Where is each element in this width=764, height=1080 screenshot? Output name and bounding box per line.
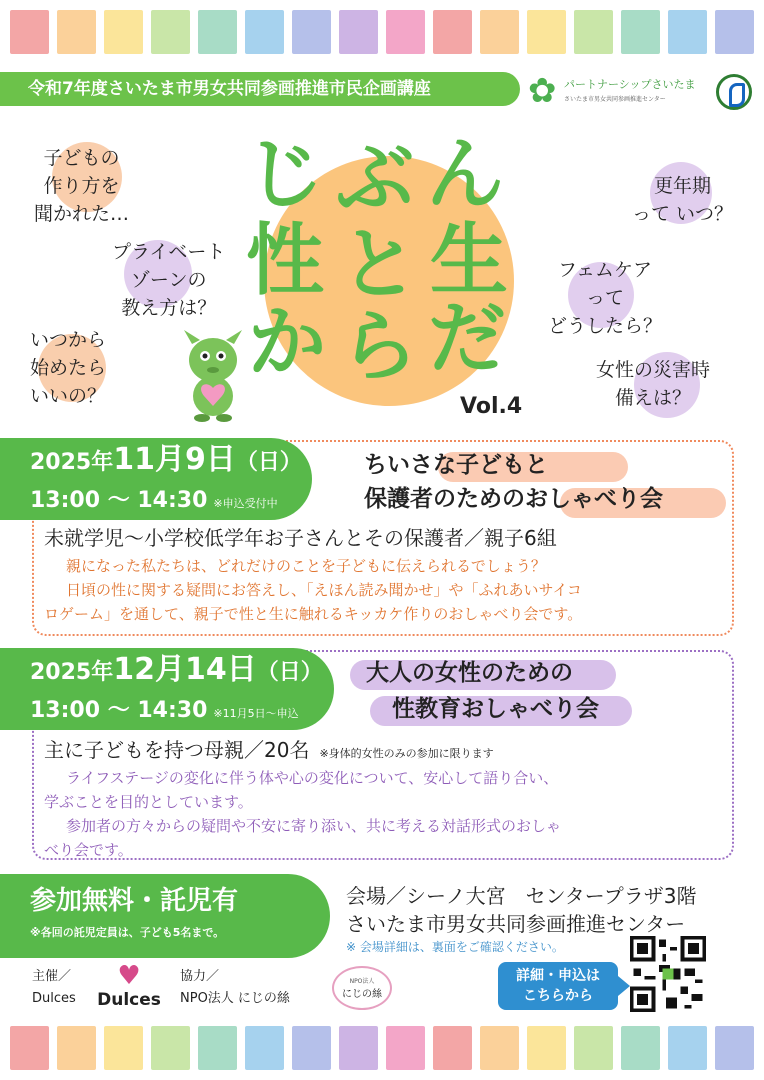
stripe <box>339 10 378 54</box>
stripe <box>527 1026 566 1070</box>
title-char: 性 <box>246 216 325 306</box>
event-1-year: 2025年 <box>30 450 114 475</box>
title-char: ん <box>426 130 505 220</box>
stripe <box>668 1026 707 1070</box>
title-char: 生 <box>430 216 509 306</box>
stripe <box>668 10 707 54</box>
organizer-label: 主催／ <box>32 969 72 984</box>
center-logo-icon <box>716 74 752 110</box>
apply-details-button[interactable] <box>498 962 618 1010</box>
stripe <box>245 1026 284 1070</box>
event-1-date-band <box>0 438 312 520</box>
event-1-target: 未就学児〜小学校低学年お子さんとその保護者／親子6組 <box>44 526 557 550</box>
question-5: フェムケア って どうしたら？ <box>548 259 663 337</box>
apply-line-1: 詳細・申込は <box>516 968 600 984</box>
question-3: いつから 始めたら いいの？ <box>30 329 107 407</box>
heart-icon: ♥ <box>117 961 141 991</box>
organizer-block <box>32 966 76 1010</box>
cooperation-block <box>180 966 290 1010</box>
title-char: か <box>248 298 327 388</box>
venue-note: ※ 会場詳細は、裏面をご確認ください。 <box>346 940 564 954</box>
organizer-name: Dulces <box>32 991 76 1006</box>
dulces-logo-text: Dulces <box>97 990 161 1010</box>
stripe <box>386 10 425 54</box>
stripe <box>292 10 331 54</box>
stripe <box>104 10 143 54</box>
event-1-description: 親になった私たちは、どれだけのことを子どもに伝えられるでしょう？ 日頃の性に関する疑問にお答えし、「えほん読み聞かせ」や「ふれあいサイコ ロゲーム」を通して、親子で性と生に触れるキッカケ作りのおしゃべり会です。 <box>44 557 583 623</box>
niji-logo-text: にじの絲 <box>342 989 382 1000</box>
event-2-date: 12月14日 <box>113 652 257 687</box>
event-2-description: ライフステージの変化に伴う体や心の変化について、安心して語り合い、 学ぶことを目的としています。 参加者の方々からの疑問や不安に寄り添い、共に考える対話形式のおしゃ べり会です。 <box>44 769 562 859</box>
mascot-dragon-icon <box>178 330 248 422</box>
cooperation-name: NPO法人 にじの絲 <box>180 991 290 1006</box>
event-2-target-note: ※身体的女性のみの参加に限ります <box>319 747 494 760</box>
stripe <box>151 10 190 54</box>
event-2-day: （日） <box>256 660 323 685</box>
stripe <box>57 10 96 54</box>
partner-name: パートナーシップさいたま <box>564 78 696 91</box>
apply-line-2: こちらから <box>523 988 593 1004</box>
stripe <box>292 1026 331 1070</box>
stripe <box>104 1026 143 1070</box>
stripe <box>151 1026 190 1070</box>
stripe <box>10 10 49 54</box>
stripe <box>57 1026 96 1070</box>
stripe <box>10 1026 49 1070</box>
event-2-time-note: ※11月5日〜申込 <box>213 707 299 720</box>
series-title-band <box>0 72 520 106</box>
free-admission-label: 参加無料・託児有 <box>30 886 239 916</box>
free-admission-band <box>0 874 330 958</box>
title-char: ぶ <box>336 134 415 224</box>
event-1-day: （日） <box>235 450 302 475</box>
niji-logo-small-text: NPO法人 <box>349 978 375 985</box>
title-char: じ <box>246 130 325 220</box>
dulces-logo <box>96 962 162 1012</box>
partner-subtitle: さいたま市男女共同参画推進センター <box>564 96 666 103</box>
title-char: だ <box>428 294 507 384</box>
event-1-date: 11月9日 <box>113 442 236 477</box>
event-2-year: 2025年 <box>30 660 114 685</box>
stripe <box>480 10 519 54</box>
event-2-target: 主に子どもを持つ母親／20名 ※身体的女性のみの参加に限ります <box>44 738 494 762</box>
venue-line-2: さいたま市男女共同参画推進センター <box>346 912 686 936</box>
cooperation-label: 協力／ <box>180 969 220 984</box>
venue-line-1: 会場／シーノ大宮 センタープラザ3階 <box>346 884 697 908</box>
stripe <box>198 1026 237 1070</box>
event-2-time: 13:00 〜 14:30 <box>30 698 208 723</box>
stripe <box>621 1026 660 1070</box>
question-1: 子どもの 作り方を 聞かれた… <box>34 147 130 225</box>
stripe <box>198 10 237 54</box>
volume-label: Vol.4 <box>460 394 523 419</box>
stripe <box>715 10 754 54</box>
event-1-title-line-2: 保護者のためのおしゃべり会 <box>364 486 663 512</box>
stripe <box>386 1026 425 1070</box>
stripe <box>433 1026 472 1070</box>
top-stripe-border <box>10 10 754 54</box>
title-char: と <box>340 220 419 310</box>
event-2-date-band <box>0 648 334 730</box>
childcare-note: ※各回の託児定員は、子ども5名まで。 <box>30 926 225 939</box>
stripe <box>527 10 566 54</box>
question-4: 更年期 って いつ？ <box>632 175 734 225</box>
event-1-title-line-1: ちいさな子どもと <box>364 452 548 478</box>
stripe <box>574 1026 613 1070</box>
series-title: 令和7年度さいたま市男女共同参画推進市民企画講座 <box>28 79 431 99</box>
niji-logo <box>332 966 392 1010</box>
event-1-time: 13:00 〜 14:30 <box>30 488 208 513</box>
stripe <box>715 1026 754 1070</box>
stripe <box>339 1026 378 1070</box>
stripe <box>480 1026 519 1070</box>
bottom-stripe-border <box>10 1026 754 1070</box>
event-2-title-line-2: 性教育おしゃべり会 <box>392 696 599 722</box>
stripe <box>574 10 613 54</box>
clover-icon: ✿ <box>528 71 557 111</box>
partner-logo-block <box>524 72 756 120</box>
question-2: プライベート ゾーンの 教え方は？ <box>112 241 226 319</box>
question-6: 女性の災害時 備えは？ <box>596 359 711 409</box>
stripe <box>433 10 472 54</box>
stripe <box>621 10 660 54</box>
stripe <box>245 10 284 54</box>
qr-code-icon[interactable] <box>630 936 706 1012</box>
title-char: ら <box>340 302 419 392</box>
event-1-time-note: ※申込受付中 <box>213 497 278 510</box>
event-2-title-line-1: 大人の女性のための <box>366 660 573 686</box>
